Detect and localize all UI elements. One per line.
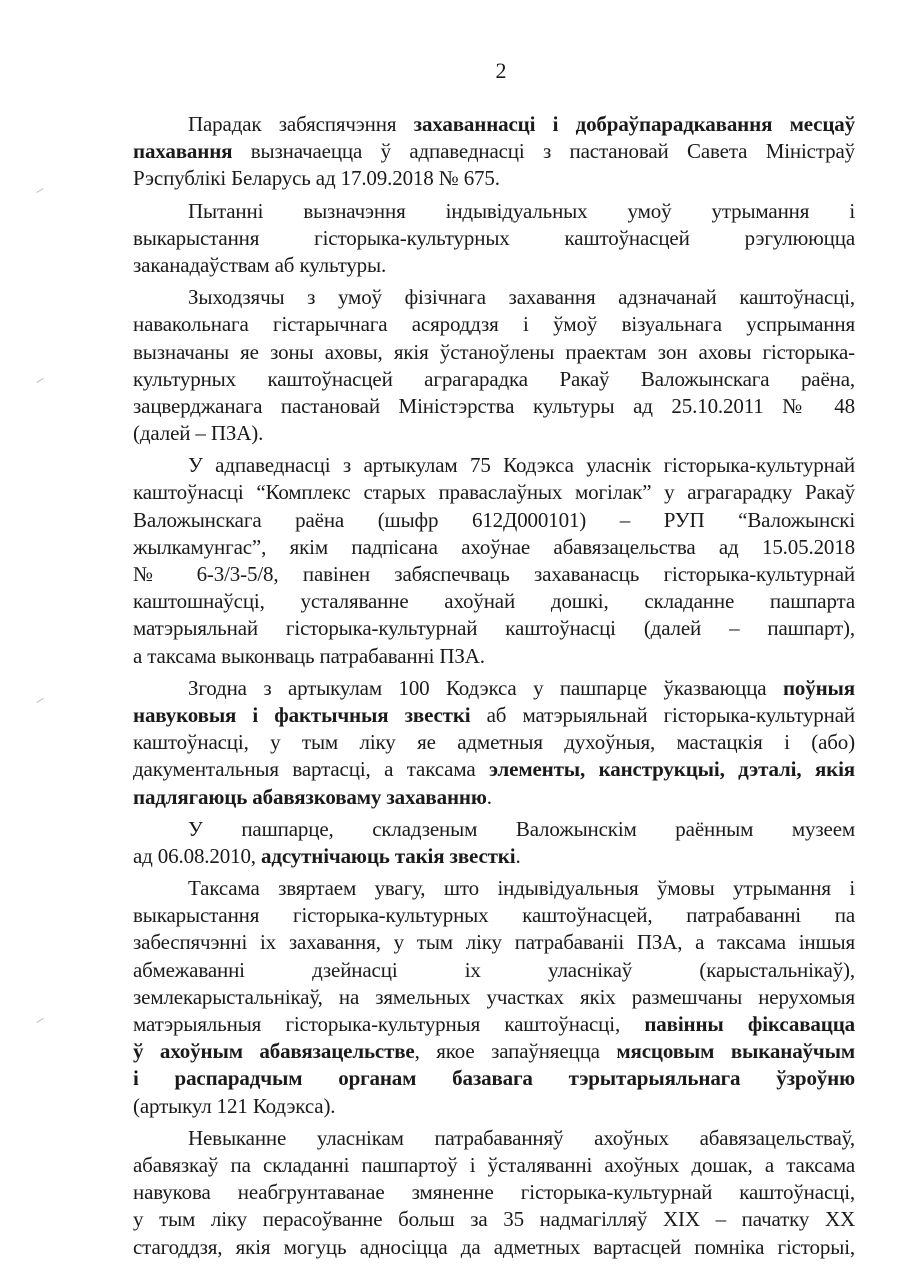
paragraph	[133, 816, 855, 870]
text-line	[133, 929, 855, 956]
text: Зыходзячы з умоў фізічнага захавання адзначанай каштоўнасці,	[188, 285, 855, 310]
text: матэрыяльныя гісторыка-культурныя каштоўнасці,	[133, 1012, 645, 1036]
text: навукова неабгрунтаванае змяненне гісторыка-культурнай каштоўнасці,	[133, 1180, 855, 1205]
text: землекарыстальнікаў, на зямельных участках якіх размешчаны нерухомыя	[133, 984, 855, 1009]
text: У адпаведнасці з артыкулам 75 Кодэкса уласнік гісторыка-культурнай	[188, 453, 855, 478]
page-number: 2	[495, 58, 507, 83]
text: каштоўнасці, у тым ліку яе адметныя духоўныя, мастацкія і (або)	[133, 730, 855, 755]
text: Таксама звяртаем увагу, што індывідуальныя ўмовы утрымання і	[188, 876, 855, 901]
text: Невыканне уласнікам патрабаванняў ахоўных абавязацельстваў,	[188, 1125, 855, 1150]
paragraph	[133, 111, 855, 193]
text-line	[133, 984, 855, 1011]
document-body	[133, 111, 855, 1266]
text: абмежаванні дзейнасці іх уласнікаў (карыстальнікаў),	[133, 957, 855, 982]
scan-mark	[36, 188, 43, 193]
text: зацверджанага пастановай Міністэрства культуры ад 25.10.2011 № 48	[133, 393, 855, 418]
text: заканадаўствам аб культуры.	[133, 252, 387, 277]
text: у тым ліку перасоўванне больш за 35 надмагілляў XIX – пачатку XX	[133, 1207, 855, 1232]
text-line	[133, 1065, 855, 1092]
paragraph	[133, 1125, 855, 1261]
text: (артыкул 121 Кодэкса).	[133, 1093, 336, 1118]
text-line	[133, 1011, 855, 1038]
text: № 6-3/3-5/8, павінен забяспечваць захаванасць гісторыка-культурнай	[133, 562, 855, 586]
text: аб матэрыяльнай гісторыка-культурнай	[470, 702, 855, 727]
scan-mark	[36, 1018, 43, 1023]
text-line	[133, 165, 855, 192]
text: выкарыстання гісторыка-культурных каштоўнасцей рэгулююцца	[133, 225, 855, 250]
paragraph	[133, 675, 855, 811]
text: навакольнага гістарычнага асяроддзя і ўмоў візуальнага успрымання	[133, 312, 855, 337]
text-line	[133, 702, 855, 729]
text-line	[133, 111, 855, 138]
text-line	[133, 420, 855, 447]
text-line	[133, 1125, 855, 1152]
bold-text: элементы, канструкцыі, дэталі, якія	[489, 757, 856, 782]
scan-mark	[36, 698, 43, 703]
text-line	[133, 643, 855, 670]
text-line	[133, 957, 855, 984]
bold-text: захаваннасці і добраўпарадкавання месцаў	[413, 112, 856, 136]
text-line	[133, 225, 855, 252]
text: , якое запаўняецца	[414, 1039, 617, 1064]
text-line	[133, 1038, 855, 1065]
text-line	[133, 902, 855, 929]
text-line	[133, 729, 855, 756]
text-line	[133, 756, 855, 783]
text: .	[515, 843, 521, 868]
text-line	[133, 875, 855, 902]
paragraph	[133, 198, 855, 280]
text: Парадак забяспячэння	[188, 112, 414, 136]
bold-text: пахавання	[133, 139, 233, 164]
text: вызначаны яе зоны аховы, якія ўстаноўлены праектам зон аховы гісторыка-	[133, 339, 855, 364]
text-line	[133, 561, 855, 588]
bold-text: павінны фіксавацца	[644, 1012, 855, 1036]
text-line	[133, 452, 855, 479]
text-line	[133, 393, 855, 420]
text-line	[133, 615, 855, 642]
text: каштоўнасці “Комплекс старых праваслаўных могілак” у аграгарадку Ракаў	[133, 480, 855, 505]
text: стагоддзя, якія могуць адносіцца да адметных вартасцей помніка гісторыі,	[133, 1234, 855, 1259]
text: жылкамунгас”, якім падпісана ахоўнае абавязацельства ад 15.05.2018	[133, 534, 855, 559]
text-line	[133, 138, 855, 165]
text: культурных каштоўнасцей аграгарадка Ракаў Валожынскага раёна,	[133, 366, 855, 391]
text-line	[133, 784, 855, 811]
text: Рэспублікі Беларусь ад 17.09.2018 № 675.	[133, 166, 500, 191]
text: .	[486, 784, 492, 809]
text: а таксама выконваць патрабаванні ПЗА.	[133, 643, 485, 668]
text: (далей – ПЗА).	[133, 421, 264, 446]
text: Згодна з артыкулам 100 Кодэкса у пашпарце ўказваюцца	[188, 675, 783, 700]
bold-text: падлягаюць абавязковаму захаванню	[133, 784, 487, 809]
text-line	[133, 534, 855, 561]
text-line	[133, 1179, 855, 1206]
text-line	[133, 479, 855, 506]
text-line	[133, 284, 855, 311]
text: матэрыяльнай гісторыка-культурнай каштоўнасці (далей – пашпарт),	[133, 616, 855, 641]
text-line	[133, 198, 855, 225]
text-line	[133, 507, 855, 534]
text: забеспячэнні іх захавання, у тым ліку патрабаваніі ПЗА, а таксама іншыя	[133, 930, 855, 955]
text-line	[133, 843, 855, 870]
text-line	[133, 588, 855, 615]
bold-text: навуковыя і фактычныя звесткі	[133, 702, 471, 727]
paragraph	[133, 284, 855, 447]
text: абавязкаў па складанні пашпартоў і ўсталяванні ахоўных дошак, а таксама	[133, 1152, 855, 1177]
text-line	[133, 1152, 855, 1179]
text-line	[133, 816, 855, 843]
text-line	[133, 1234, 855, 1261]
bold-text: адсутнічаюць такія звесткі	[261, 843, 516, 868]
text-line	[133, 252, 855, 279]
bold-text: ў ахоўным абавязацельстве	[133, 1039, 415, 1064]
text: У пашпарце, складзеным Валожынскім раённым музеем	[188, 816, 855, 841]
paragraph	[133, 875, 855, 1120]
text-line	[133, 1206, 855, 1233]
bold-text: і распарадчым органам базавага тэрытарыяльнага ўзроўню	[133, 1066, 855, 1091]
text-line	[133, 675, 855, 702]
bold-text: мясцовым выканаўчым	[616, 1039, 855, 1064]
bold-text: поўныя	[782, 675, 855, 700]
text-line	[133, 1093, 855, 1120]
paragraph	[133, 452, 855, 670]
text-line	[133, 339, 855, 366]
text-line	[133, 366, 855, 393]
text: Пытанні вызначэння індывідуальных умоў утрымання і	[188, 198, 855, 223]
text: выкарыстання гісторыка-культурных каштоўнасцей, патрабаванні па	[133, 903, 855, 928]
text: дакументальныя вартасці, а таксама	[133, 757, 489, 782]
text: каштошнаўсці, усталяванне ахоўнай дошкі, складанне пашпарта	[133, 589, 855, 614]
text: вызначаецца ў адпаведнасці з пастановай Савета Міністраў	[232, 139, 855, 164]
text-line	[133, 311, 855, 338]
text: Валожынскага раёна (шыфр 612Д000101) – РУП “Валожынскі	[133, 507, 855, 532]
text: ад 06.08.2010,	[133, 843, 262, 868]
scan-mark	[36, 378, 43, 383]
